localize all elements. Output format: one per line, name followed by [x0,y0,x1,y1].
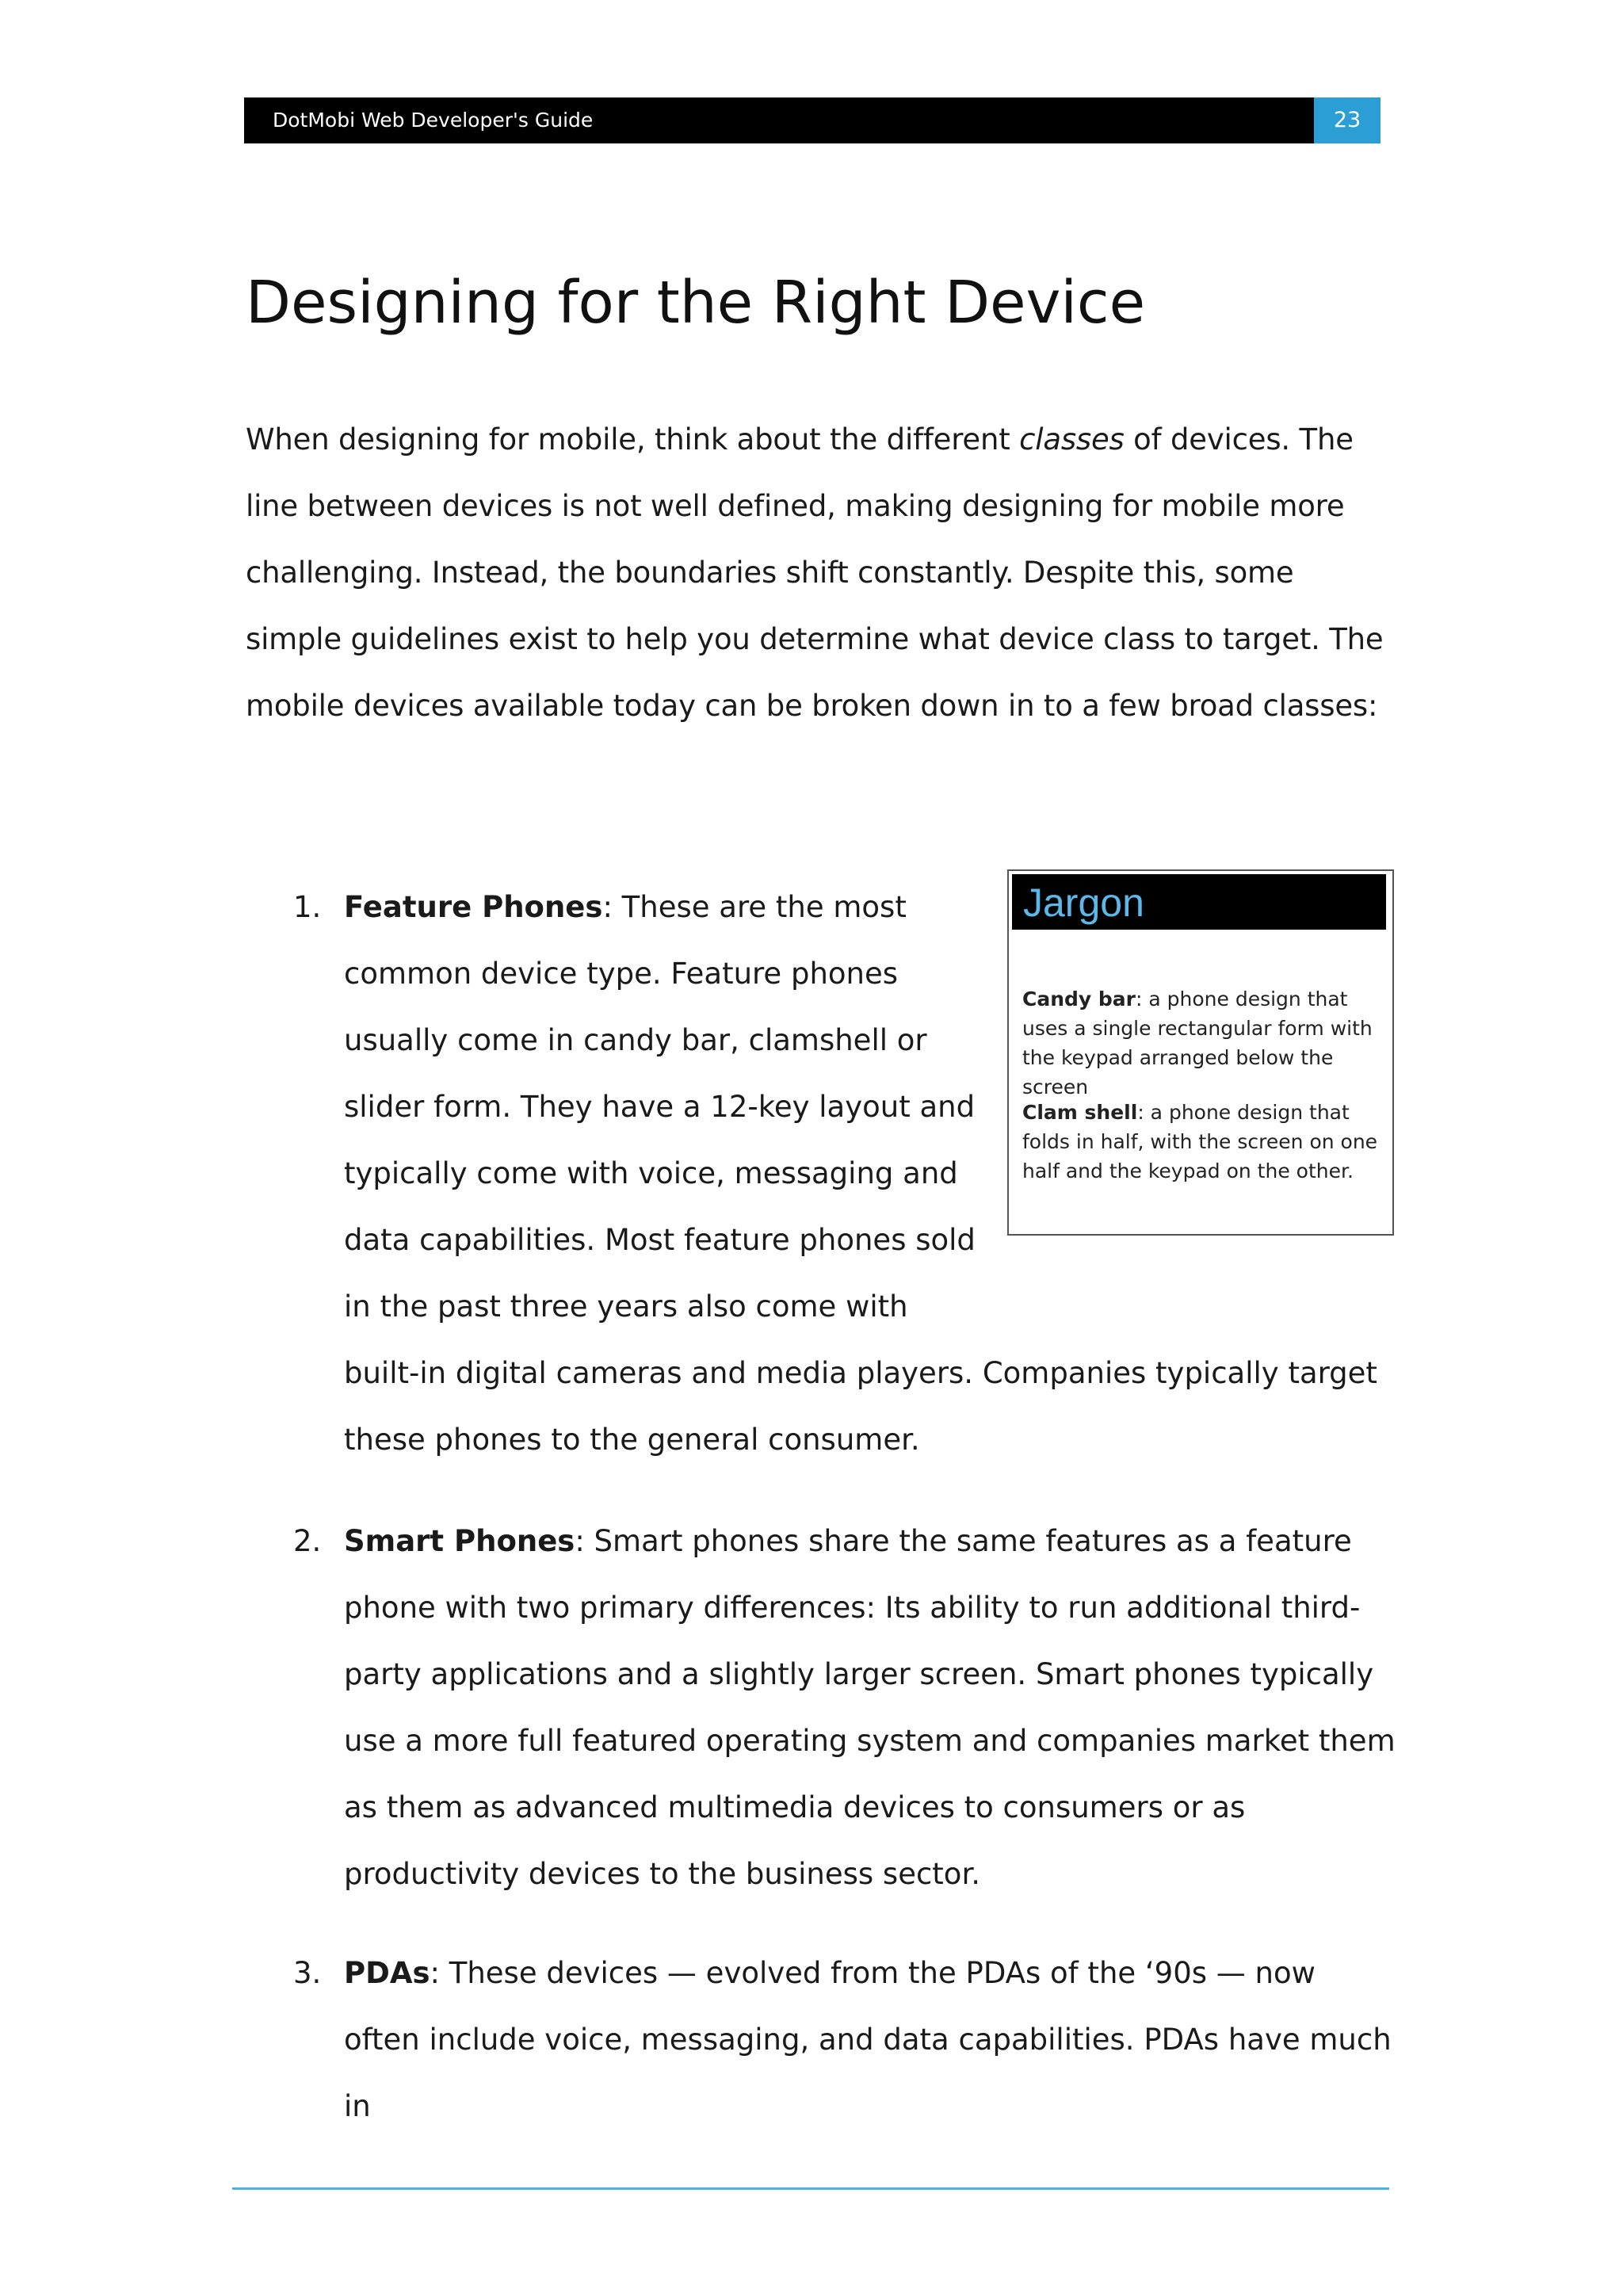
intro-paragraph [246,407,1395,739]
jargon-sidebar [1007,869,1394,1236]
jargon-definition-2: : a phone design that folds in half, with the screen on one half and the keypad on the other. [1022,1101,1378,1182]
jargon-definition-1: : a phone design that uses a single rectangular form with the keypad arranged below the screen [1022,988,1373,1098]
page-number: 23 [1314,97,1381,143]
list-text-1: : These are the most common device type. Feature phones usually come in candy bar, clamshell or slider form. They have a 12-key layout and typically come with voice, messaging and data capabilities. Most feature phones sold in the past three years also come with built-in digital cameras and media players. Companies typically target these phones to the general consumer. [344,890,1377,1457]
list-item-smart-phones [344,1508,1398,1908]
intro-text-start: When designing for mobile, think about the different [246,422,1020,457]
running-header [244,97,1381,143]
intro-emphasis: classes [1019,422,1125,457]
list-number-1: 1. [293,890,322,924]
footer-rule [232,2187,1389,2190]
jargon-term-1: Candy bar [1022,988,1136,1010]
jargon-entry-candy-bar [1022,984,1383,1102]
list-term-3: PDAs [344,1956,430,1990]
list-item-pdas [344,1940,1398,2140]
list-text-2: : Smart phones share the same features as a feature phone with two primary differences: Its ability to run additional third-party applications and a slightly larger screen. Smart phones typically use a more full featured operating system and companies market them as them as advanced multimedia devices to consumers or as productivity devices to the business sector. [344,1524,1396,1891]
jargon-title: Jargon [1023,881,1144,925]
running-header-title: DotMobi Web Developer's Guide [273,109,594,132]
jargon-header [1012,874,1386,930]
list-number-2: 2. [293,1524,322,1558]
list-text-3: : These devices — evolved from the PDAs of the ‘90s — now often include voice, messaging, and data capabilities. PDAs have much in [344,1956,1392,2123]
list-number-3: 3. [293,1956,322,1990]
intro-text-end: of devices. The line between devices is not well defined, making designing for mobile more challenging. Instead, the boundaries shift constantly. Despite this, some simple guidelines exist to help you determine what device class to target. The mobile devices available today can be broken down in to a few broad classes: [246,422,1384,723]
list-term-1: Feature Phones [344,890,603,924]
page-title: Designing for the Right Device [246,269,1146,337]
list-term-2: Smart Phones [344,1524,575,1558]
jargon-term-2: Clam shell [1022,1101,1138,1124]
jargon-entry-clam-shell [1022,1098,1383,1186]
